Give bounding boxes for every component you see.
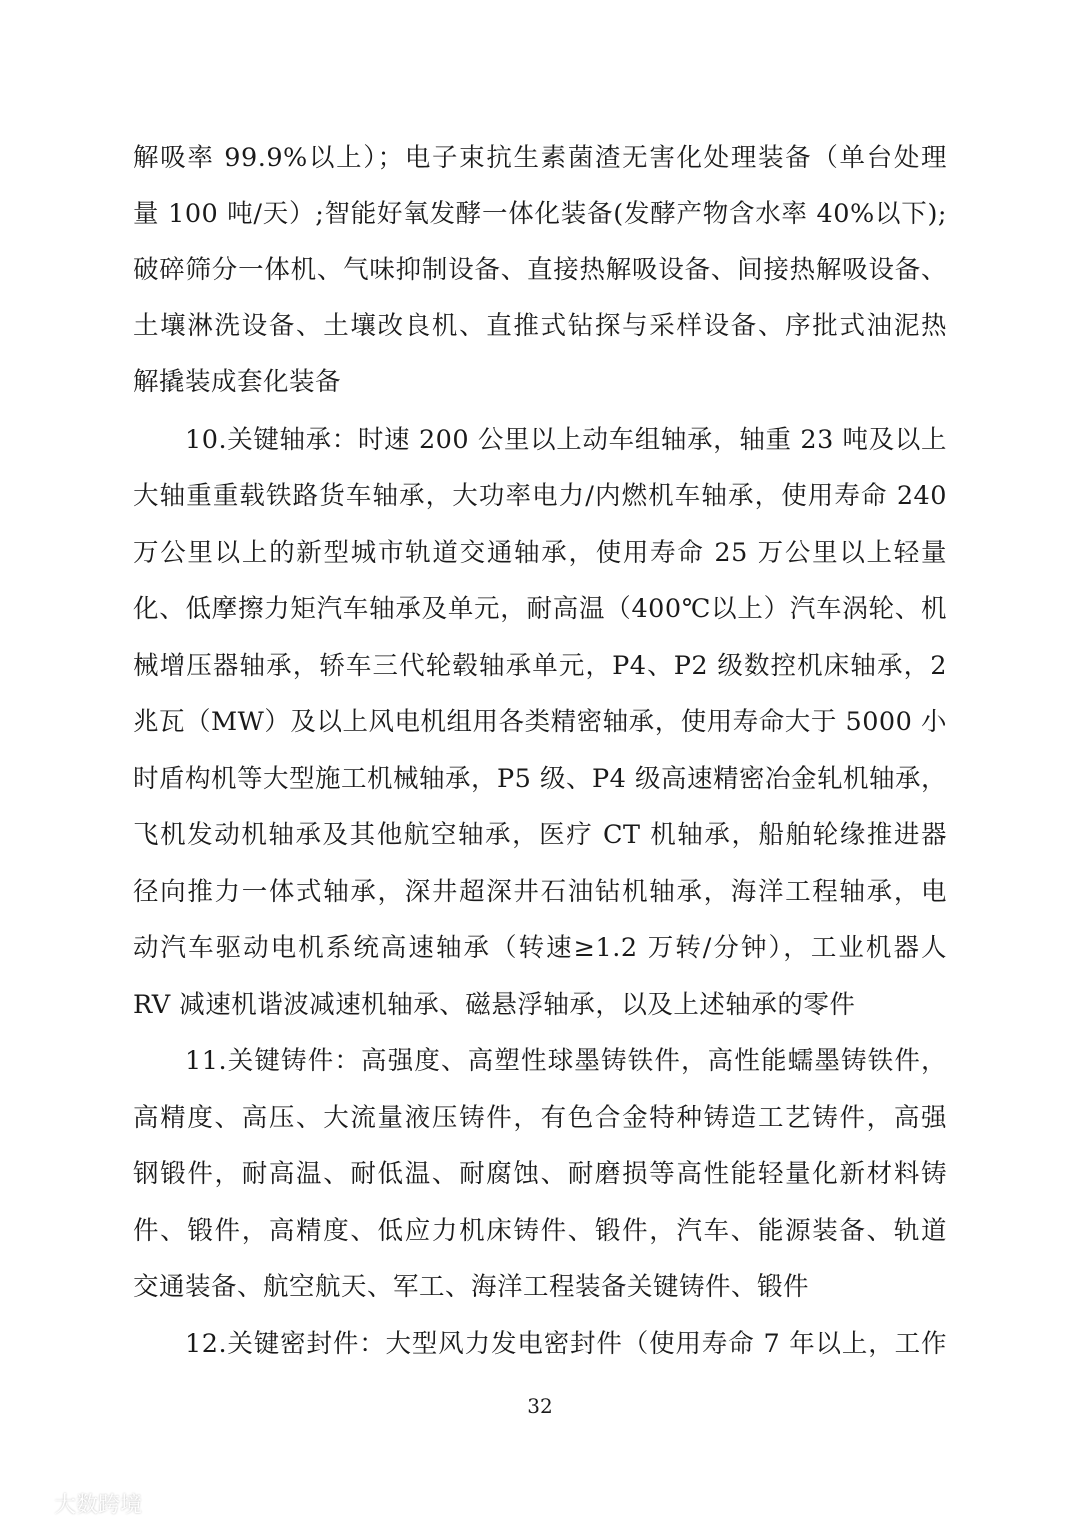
text-line: 时盾构机等大型施工机械轴承，P5 级、P4 级高速精密冶金轧机轴承，: [133, 764, 947, 794]
paragraph-heading-line: 12.关键密封件：大型风力发电密封件（使用寿命 7 年以上，工作: [185, 1329, 947, 1359]
text-line: 动汽车驱动电机系统高速轴承（转速≥1.2 万转/分钟），工业机器人: [133, 933, 947, 963]
text-line: 化、低摩擦力矩汽车轴承及单元，耐高温（400℃以上）汽车涡轮、机: [133, 594, 947, 624]
text-line: 径向推力一体式轴承，深井超深井石油钻机轴承，海洋工程轴承，电: [133, 877, 947, 907]
page-number: 32: [527, 1394, 553, 1418]
paragraph-heading-line: 11.关键铸件：高强度、高塑性球墨铸铁件，高性能蠕墨铸铁件，: [185, 1046, 947, 1076]
text-line: 大轴重重载铁路货车轴承，大功率电力/内燃机车轴承，使用寿命 240: [133, 481, 947, 511]
text-line: 万公里以上的新型城市轨道交通轴承，使用寿命 25 万公里以上轻量: [133, 538, 947, 568]
watermark-text: 大数跨境: [54, 1492, 143, 1518]
text-line: 交通装备、航空航天、军工、海洋工程装备关键铸件、锻件: [133, 1272, 810, 1302]
text-line: 解吸率 99.9%以上）；电子束抗生素菌渣无害化处理装备（单台处理: [133, 143, 947, 173]
chat-bubble-logo-icon: [8, 1490, 50, 1516]
watermark: [8, 1488, 142, 1518]
text-line: 高精度、高压、大流量液压铸件，有色合金特种铸造工艺铸件，高强: [133, 1103, 947, 1133]
text-line: 兆瓦（MW）及以上风电机组用各类精密轴承，使用寿命大于 5000 小: [133, 707, 947, 737]
text-line: 械增压器轴承，轿车三代轮毂轴承单元，P4、P2 级数控机床轴承，2: [133, 651, 947, 681]
text-line: 件、锻件，高精度、低应力机床铸件、锻件，汽车、能源装备、轨道: [133, 1216, 947, 1246]
text-line: 钢锻件，耐高温、耐低温、耐腐蚀、耐磨损等高性能轻量化新材料铸: [133, 1159, 947, 1189]
text-line: 土壤淋洗设备、土壤改良机、直推式钻探与采样设备、序批式油泥热: [133, 311, 947, 341]
text-line: 量 100 吨/天）;智能好氧发酵一体化装备(发酵产物含水率 40%以下);: [133, 199, 947, 229]
text-line: 解撬装成套化装备: [133, 367, 342, 397]
text-line: 飞机发动机轴承及其他航空轴承，医疗 CT 机轴承，船舶轮缘推进器: [133, 820, 947, 850]
text-line: 破碎筛分一体机、气味抑制设备、直接热解吸设备、间接热解吸设备、: [133, 255, 947, 285]
text-line: RV 减速机谐波减速机轴承、磁悬浮轴承，以及上述轴承的零件: [133, 990, 856, 1020]
paragraph-heading-line: 10.关键轴承：时速 200 公里以上动车组轴承，轴重 23 吨及以上: [185, 425, 947, 455]
